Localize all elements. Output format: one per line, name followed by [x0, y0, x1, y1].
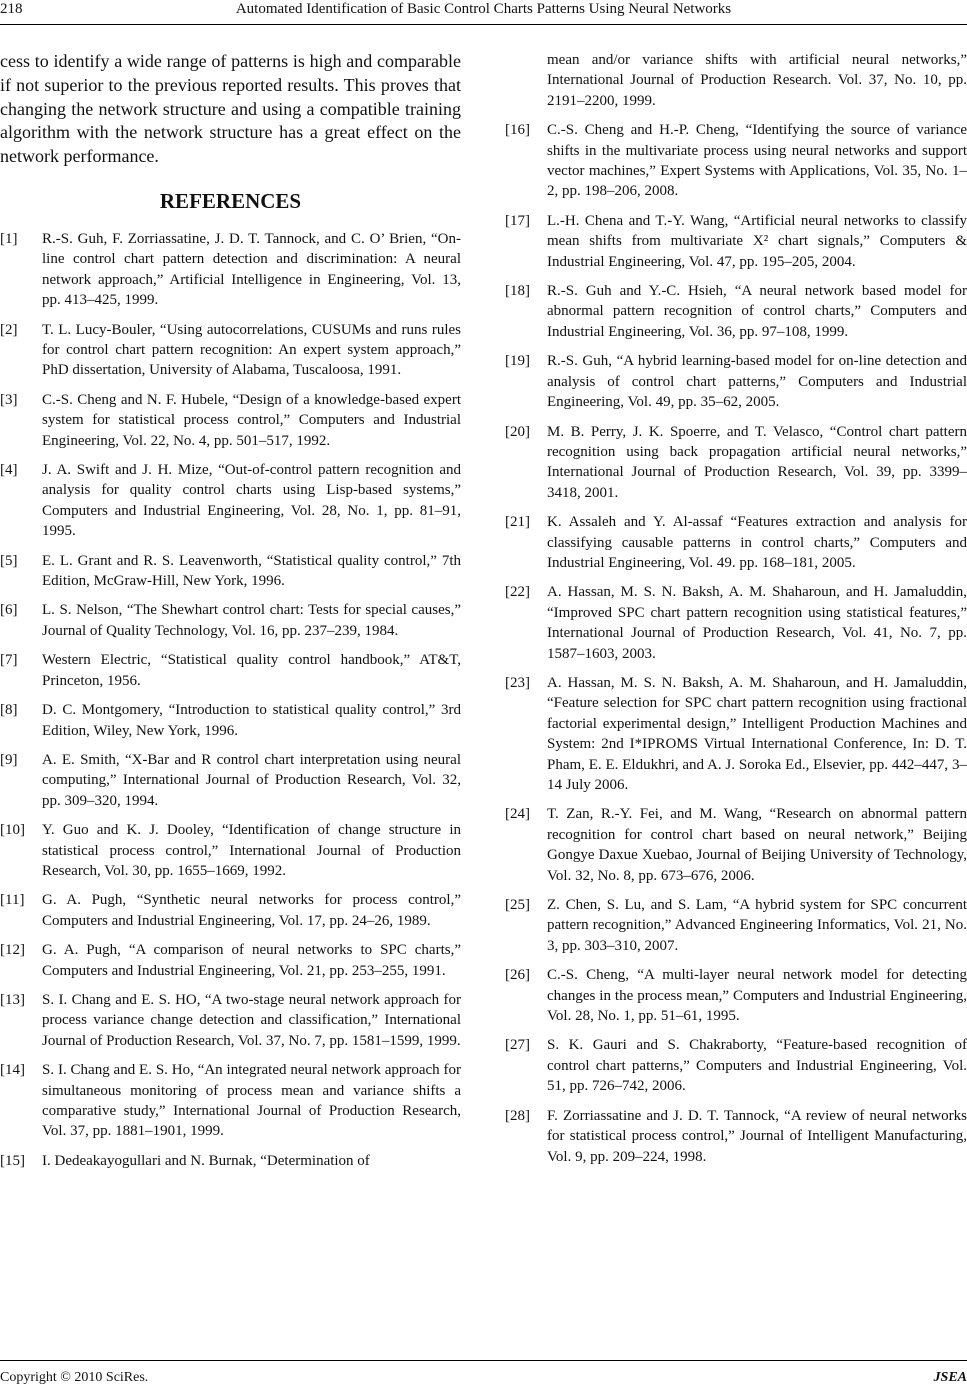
reference-item — [505, 120, 967, 202]
reference-text: L. S. Nelson, “The Shewhart control chart: Tests for special causes,” Journal of Quality Technology, Vol. 16, pp. 237–239, 1984. — [42, 602, 461, 639]
reference-number: [5] — [0, 552, 18, 569]
reference-item — [505, 211, 967, 272]
left-column — [0, 50, 461, 1180]
reference-number: [24] — [505, 806, 530, 823]
reference-item — [0, 940, 461, 981]
reference-item — [0, 1060, 461, 1142]
reference-number: [2] — [0, 321, 18, 338]
copyright-notice: Copyright © 2010 SciRes. — [0, 1370, 149, 1385]
reference-number: [22] — [505, 584, 530, 601]
reference-item — [505, 895, 967, 956]
reference-text: mean and/or variance shifts with artificial neural networks,” International Journal of Production Research. Vol. 37, No. 10, pp. 2191–2200, 1999. — [547, 52, 967, 109]
page-header — [0, 0, 967, 22]
reference-item — [505, 582, 967, 664]
reference-text: Western Electric, “Statistical quality control handbook,” AT&T, Princeton, 1956. — [42, 652, 461, 689]
reference-number: [23] — [505, 674, 530, 691]
reference-item — [0, 551, 461, 592]
reference-number: [1] — [0, 230, 18, 247]
page-footer — [0, 1360, 967, 1385]
reference-number: [4] — [0, 462, 18, 479]
reference-number: [9] — [0, 751, 18, 768]
reference-text: L.-H. Chena and T.-Y. Wang, “Artificial neural networks to classify mean shifts from multivariate X² chart signals,” Computers & Industrial Engineering, Vol. 47, pp. 195–205, 2004. — [547, 212, 967, 270]
reference-text: R.-S. Guh and Y.-C. Hsieh, “A neural network based model for abnormal pattern recognition of control charts,” Computers and Industrial Engineering, Vol. 36, pp. 97–108, 1999. — [547, 283, 967, 340]
reference-text: K. Assaleh and Y. Al-assaf “Features extraction and analysis for classifying causable patterns in control charts,” Computers and Industrial Engineering, Vol. 49. pp. 168–181, 2005. — [547, 514, 967, 571]
reference-text: G. A. Pugh, “Synthetic neural networks for process control,” Computers and Industrial Engineering, Vol. 17, pp. 24–26, 1989. — [42, 892, 461, 929]
reference-item — [0, 1151, 461, 1171]
reference-number: [10] — [0, 822, 25, 839]
reference-text: C.-S. Cheng and H.-P. Cheng, “Identifying the source of variance shifts in the multivariate process using neural networks and support vector machines,” Expert Systems with Applications, Vol. 35, No. 1–2, pp. 198–206, 2008. — [547, 122, 967, 200]
reference-item — [505, 673, 967, 795]
intro-paragraph: cess to identify a wide range of patterns is high and comparable if not superior to the previous reported results. This proves that changing the network structure and using a compatible training algorithm with the network structure has a great effect on the network performance. — [0, 51, 461, 167]
reference-item — [0, 320, 461, 381]
reference-text: A. Hassan, M. S. N. Baksh, A. M. Shaharoun, and H. Jamaluddin, “Feature selection for SPC chart pattern recognition using fractional factorial experimental design,” Intelligent Production Machines and System: 2nd I*IPROMS Virtual International Conference, In: D. T. Pham, E. E. Eldukhri, and A. J. Soroka Ed., Elsevier, pp. 442–447, 3–14 July 2006. — [547, 674, 967, 793]
references-heading: REFERENCES — [159, 188, 302, 213]
reference-item — [0, 229, 461, 311]
reference-item — [0, 890, 461, 931]
reference-number: [25] — [505, 897, 530, 914]
footer-rule — [0, 1360, 967, 1361]
reference-item — [0, 750, 461, 811]
reference-number: [8] — [0, 702, 18, 719]
reference-number: [12] — [0, 942, 25, 959]
reference-text: Z. Chen, S. Lu, and S. Lam, “A hybrid system for SPC concurrent pattern recognition,” Advanced Engineering Informatics, Vol. 21, No. 3, pp. 303–310, 2007. — [547, 897, 967, 954]
reference-item — [505, 965, 967, 1026]
reference-number: [6] — [0, 602, 18, 619]
header-rule — [0, 24, 967, 25]
reference-number: [20] — [505, 423, 530, 440]
reference-continuation — [505, 50, 967, 111]
reference-item — [505, 351, 967, 412]
reference-item — [0, 650, 461, 691]
reference-text: S. I. Chang and E. S. Ho, “An integrated neural network approach for simultaneous monitoring of process mean and variance shifts a comparative study,” International Journal of Production Research, Vol. 37, pp. 1881–1901, 1999. — [42, 1062, 461, 1140]
references-list-right — [505, 120, 967, 1167]
reference-item — [505, 1106, 967, 1167]
reference-item — [505, 1035, 967, 1096]
reference-number: [3] — [0, 391, 18, 408]
reference-text: M. B. Perry, J. K. Spoerre, and T. Velasco, “Control chart pattern recognition using back propagation artificial neural networks,” International Journal of Production Research, Vol. 39, pp. 3399–3418, 2001. — [547, 423, 967, 501]
reference-item — [0, 990, 461, 1051]
reference-item — [505, 512, 967, 573]
reference-item — [0, 460, 461, 542]
reference-number: [13] — [0, 991, 25, 1008]
journal-abbrev: JSEA — [933, 1370, 967, 1385]
reference-text: S. I. Chang and E. S. HO, “A two-stage neural network approach for process variance change detection and classification,” International Journal of Production Research, Vol. 37, No. 7, pp. 1581–1599, 1999. — [42, 991, 461, 1049]
reference-number: [16] — [505, 122, 530, 139]
reference-number: [27] — [505, 1037, 530, 1054]
reference-text: D. C. Montgomery, “Introduction to statistical quality control,” 3rd Edition, Wiley, New York, 1996. — [42, 702, 461, 739]
reference-number: [21] — [505, 514, 530, 531]
reference-text: T. Zan, R.-Y. Fei, and M. Wang, “Research on abnormal pattern recognition for control chart based on neural network,” Beijing Gongye Daxue Xuebao, Journal of Beijing University of Technology, Vol. 32, No. 8, pp. 673–676, 2006. — [547, 806, 967, 884]
reference-number: [19] — [505, 353, 530, 370]
reference-text: R.-S. Guh, “A hybrid learning-based model for on-line detection and analysis of control chart patterns,” Computers and Industrial Engineering, Vol. 49, pp. 35–62, 2005. — [547, 353, 967, 411]
references-list-left — [0, 229, 461, 1171]
reference-item — [0, 390, 461, 451]
reference-text: I. Dedeakayogullari and N. Burnak, “Determination of — [42, 1152, 370, 1169]
reference-number: [14] — [0, 1062, 25, 1079]
reference-text: J. A. Swift and J. H. Mize, “Out-of-control pattern recognition and analysis for quality control charts using Lisp-based systems,” Computers and Industrial Engineering, Vol. 28, No. 1, pp. 81–91, 1995. — [42, 462, 461, 540]
reference-number: [11] — [0, 892, 25, 909]
reference-text: A. E. Smith, “X-Bar and R control chart interpretation using neural computing,” International Journal of Production Research, Vol. 32, pp. 309–320, 1994. — [42, 751, 461, 809]
reference-number: [28] — [505, 1107, 530, 1124]
reference-item — [505, 804, 967, 886]
reference-number: [17] — [505, 212, 530, 229]
reference-number: [15] — [0, 1152, 25, 1169]
reference-text: F. Zorriassatine and J. D. T. Tannock, “A review of neural networks for statistical process control,” Journal of Intelligent Manufacturing, Vol. 9, pp. 209–224, 1998. — [547, 1107, 967, 1165]
reference-number: [26] — [505, 967, 530, 984]
right-column — [505, 50, 967, 1176]
reference-item — [0, 600, 461, 641]
reference-number: [18] — [505, 283, 530, 300]
reference-item — [0, 820, 461, 881]
reference-text: E. L. Grant and R. S. Leavenworth, “Statistical quality control,” 7th Edition, McGraw-Hill, New York, 1996. — [42, 552, 461, 590]
reference-text: C.-S. Cheng, “A multi-layer neural network model for detecting changes in the process mean,” Computers and Industrial Engineering, Vol. 28, No. 1, pp. 51–61, 1995. — [547, 967, 967, 1025]
reference-number: [7] — [0, 652, 18, 669]
reference-text: T. L. Lucy-Bouler, “Using autocorrelations, CUSUMs and runs rules for control chart pattern recognition: An expert system approach,” PhD dissertation, University of Alabama, Tuscaloosa, 1991. — [42, 321, 461, 379]
running-title: Automated Identification of Basic Control Charts Patterns Using Neural Networks — [235, 1, 732, 17]
reference-item — [505, 281, 967, 342]
reference-item — [505, 422, 967, 504]
reference-text: S. K. Gauri and S. Chakraborty, “Feature-based recognition of control chart patterns,” Computers and Industrial Engineering, Vol. 51, pp. 726–742, 2006. — [547, 1037, 967, 1095]
reference-text: Y. Guo and K. J. Dooley, “Identification of change structure in statistical process control,” International Journal of Production Research, Vol. 30, pp. 1655–1669, 1992. — [42, 822, 461, 879]
reference-text: R.-S. Guh, F. Zorriassatine, J. D. T. Tannock, and C. O’ Brien, “On-line control chart pattern detection and discrimination: A neural network approach,” Artificial Intelligence in Engineering, Vol. 13, pp. 413–425, 1999. — [42, 230, 461, 309]
reference-item — [0, 700, 461, 741]
reference-text: G. A. Pugh, “A comparison of neural networks to SPC charts,” Computers and Industrial Engineering, Vol. 21, pp. 253–255, 1991. — [42, 942, 461, 979]
reference-text: A. Hassan, M. S. N. Baksh, A. M. Shaharoun, and H. Jamaluddin, “Improved SPC chart pattern recognition using statistical features,” International Journal of Production Research, Vol. 41, No. 7, pp. 1587–1603, 2003. — [547, 584, 967, 662]
page-number: 218 — [0, 1, 23, 17]
reference-text: C.-S. Cheng and N. F. Hubele, “Design of a knowledge-based expert system for statistical process control,” Computers and Industrial Engineering, Vol. 22, No. 4, pp. 501–517, 1992. — [42, 391, 461, 449]
